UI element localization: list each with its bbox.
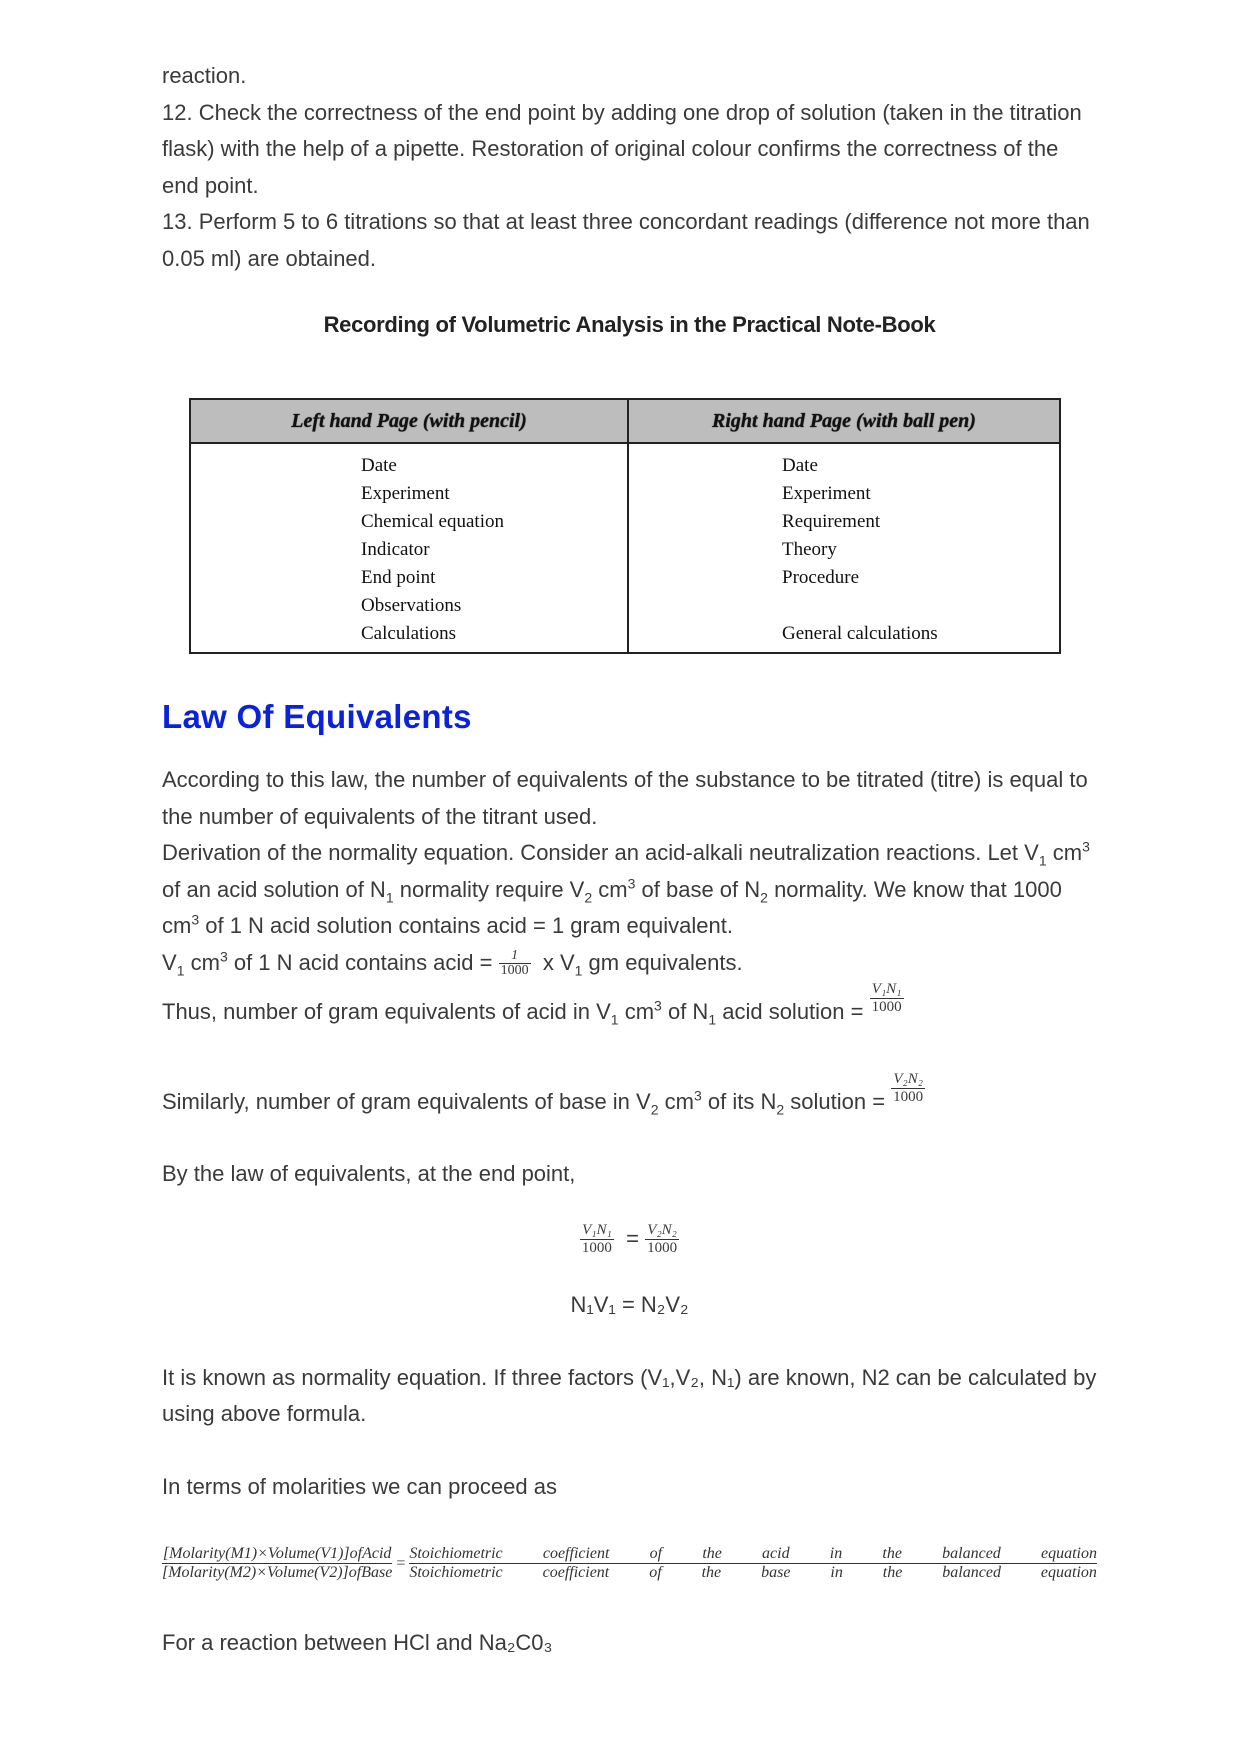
numerator-word: balanced <box>942 1545 1001 1562</box>
law-paragraph: According to this law, the number of equivalents of the substance to be titrated (titre) is equal to the number of equivalents of the titrant used. <box>162 767 1088 829</box>
by-law-line: By the law of equivalents, at the end point, <box>162 1161 576 1186</box>
recording-heading: Recording of Volumetric Analysis in the Practical Note-Book <box>323 312 936 337</box>
derivation-text: Derivation of the normality equation. Consider an acid-alkali neutralization reactions. Let $V_1$ $cm^3$ of an acid solution of $N_1$ normality require $V_2$ $cm^3$ of base of $N_2$ normality. We know that 1000 $cm^3$ of 1 N acid solution contains acid = 1 gram equivalent. <box>162 838 1090 938</box>
numerator-word: acid <box>762 1545 790 1562</box>
equivalence-equation: $\frac{\text{V₁N₁}}{1000}$ = $\frac{\text{V₂N₂}}{1000}$ <box>581 1222 678 1257</box>
left-page-item: Calculations <box>361 623 456 644</box>
denominator-word: coefficient <box>542 1564 610 1581</box>
right-page-item: Theory <box>782 539 837 560</box>
intro-line: reaction. <box>162 63 247 88</box>
left-page-cell <box>190 443 628 653</box>
step-13: 13. Perform 5 to 6 titrations so that at least three concordant readings (difference not more than 0.05 ml) are obtained. <box>162 209 1090 271</box>
molarity-equation: [Molarity(M1)×Volume(V1)]ofAcid [Molarity(M2)×Volume(V2)]ofBase = Stoichiometric coefficient of the acid in the balanced equation Stoichiometric coefficient of the base in the balanced equation <box>162 1545 1097 1581</box>
denominator-word: balanced <box>942 1564 1001 1581</box>
denominator-word: Stoichiometric <box>409 1564 503 1581</box>
numerator-word: coefficient <box>542 1545 610 1562</box>
right-page-item: Experiment <box>782 483 871 504</box>
molarity-right-fraction <box>409 1545 1097 1582</box>
v1-acid-line: $V_1$ $cm^3$ of 1 N acid contains acid = $\frac{1}{1000}$ x $V_1$ gm equivalents. <box>162 948 743 979</box>
numerator-word: equation <box>1041 1545 1097 1562</box>
left-page-item: Experiment <box>361 483 450 504</box>
fraction-v2n2: $\frac{\text{V₂N₂}}{1000}$ <box>647 1222 678 1257</box>
numerator-word: of <box>649 1545 663 1562</box>
fraction-v2n2: $\frac{\text{V₂N₂}}{1000}$ <box>893 1070 924 1105</box>
numerator-word: the <box>882 1545 902 1562</box>
denominator-word: base <box>761 1564 791 1581</box>
left-page-item: Observations <box>361 595 462 616</box>
denominator-word: the <box>882 1564 903 1581</box>
step-12: 12. Check the correctness of the end point by adding one drop of solution (taken in the titration flask) with the help of a pipette. Restoration of original colour confirms the correctness of the end point. <box>162 99 1082 198</box>
molarities-intro: In terms of molarities we can proceed as <box>162 1473 557 1499</box>
fraction-1-over-1000: $\frac{1}{1000}$ <box>500 948 529 979</box>
denominator-word: equation <box>1040 1564 1097 1581</box>
notebook-table <box>189 398 1061 654</box>
left-page-item: Date <box>361 455 397 476</box>
intro-text <box>162 58 1097 277</box>
right-page-header: Right hand Page (with ball pen) <box>628 399 1060 443</box>
right-page-item: Requirement <box>782 511 881 532</box>
right-page-item <box>782 592 1059 620</box>
law-heading: Law Of Equivalents <box>162 698 472 735</box>
base-equivalents-line: Similarly, number of gram equivalents of base in $V_2$ $cm^3$ of its $N_2$ solution = $\frac{\text{V₂N₂}}{1000}$ <box>162 1070 924 1117</box>
denominator-word: the <box>701 1564 722 1581</box>
right-page-item: General calculations <box>782 623 938 644</box>
numerator-word: Stoichiometric <box>409 1545 503 1562</box>
left-page-item: End point <box>361 567 436 588</box>
fraction-v1n1: $\frac{\text{V₁N₁}}{1000}$ <box>871 981 902 1015</box>
fraction-v1n1: $\frac{\text{V₁N₁}}{1000}$ <box>581 1222 612 1257</box>
acid-equivalents-line: Thus, number of gram equivalents of acid in $V_1$ $cm^3$ of $N_1$ acid solution = $\frac{\text{V₁N₁}}{1000}$ <box>162 981 902 1028</box>
right-page-item: Date <box>782 455 818 476</box>
denominator-word: in <box>830 1564 843 1581</box>
right-page-cell <box>628 443 1060 653</box>
left-page-item: Chemical equation <box>361 511 504 532</box>
numerator-word: in <box>829 1545 843 1562</box>
reaction-intro: For a reaction between HCl and Na₂C0₃ <box>162 1630 553 1655</box>
numerator-word: the <box>702 1545 722 1562</box>
normality-explanation: It is known as normality equation. If three factors (V₁,V₂, N₁) are known, N2 can be calculated by using above formula. <box>162 1364 1097 1427</box>
molarity-left-fraction: [Molarity(M1)×Volume(V1)]ofAcid [Molarity(M2)×Volume(V2)]ofBase <box>162 1545 393 1581</box>
left-page-item: Indicator <box>361 539 430 560</box>
right-page-item: Procedure <box>782 567 860 588</box>
law-body <box>162 762 1097 1505</box>
denominator-word: of <box>649 1564 662 1581</box>
normality-equation: N₁V₁ = N₂V₂ <box>570 1292 689 1318</box>
left-page-header: Left hand Page (with pencil) <box>190 399 628 443</box>
